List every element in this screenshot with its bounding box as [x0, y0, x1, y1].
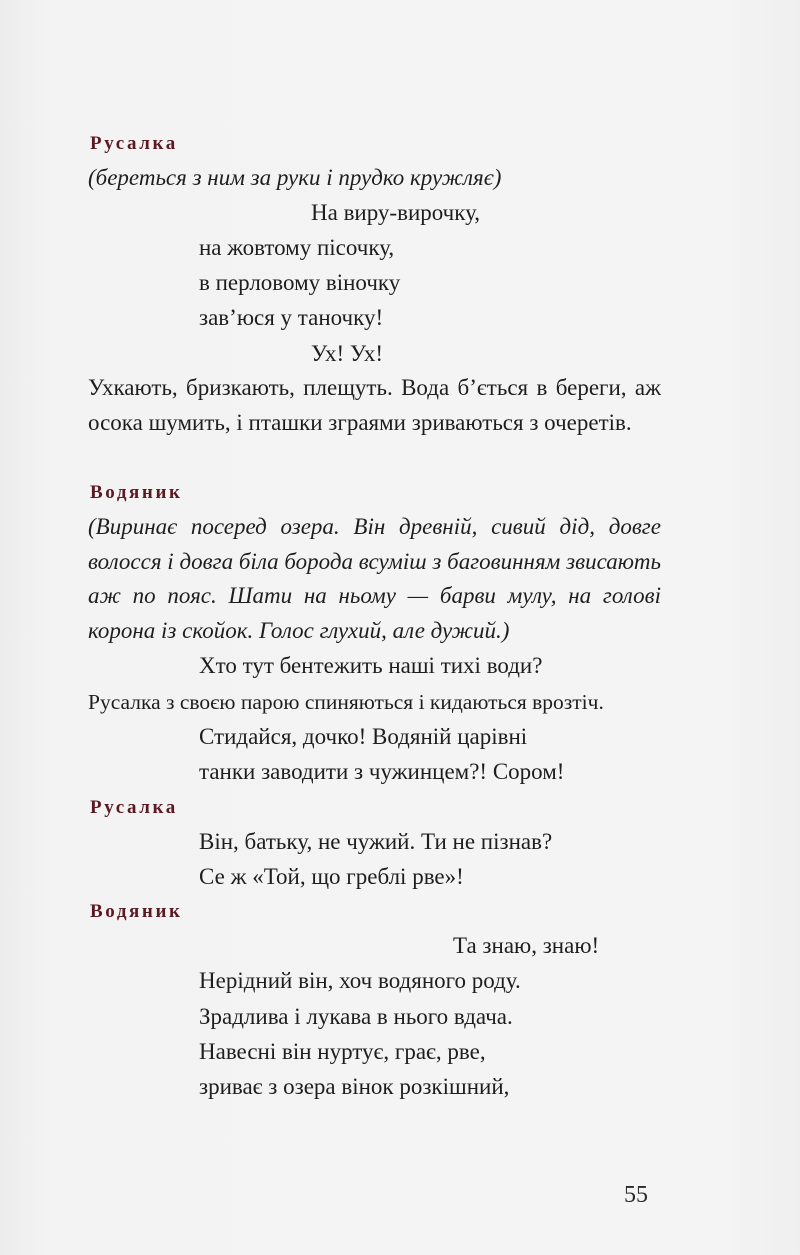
verse-line: Ух! Ух! — [311, 341, 384, 366]
verse-line: Зрадлива і лукава в нього вдача. — [199, 1004, 513, 1029]
verse-line: Хто тут бентежить наші тихі води? — [199, 653, 543, 678]
verse-line: Нерідний він, хоч водяного роду. — [199, 968, 521, 993]
speaker-vodyanyk: Водяник — [90, 482, 183, 503]
stage-direction: (береться з ним за руки і прудко кружляє) — [88, 165, 502, 190]
verse-line: зав’юся у таночку! — [199, 305, 384, 330]
narration-line: Русалка з своєю парою спиняються і кидаються врозтіч. — [88, 690, 604, 714]
verse-line: зриває з озера вінок розкішний, — [199, 1074, 510, 1099]
speaker-rusalka: Русалка — [90, 133, 178, 154]
speaker-vodyanyk: Водяник — [90, 901, 183, 922]
verse-line: танки заводити з чужинцем?! Сором! — [199, 759, 565, 784]
stage-direction: (Виринає посеред озера. Він древній, сивий дід, довге волосся і довга біла борода всуміш з баговинням звисають аж по пояс. Шати на ньому — барви мулу, на голові корона із скойок. Голос глухий, але дужий.) — [88, 514, 661, 643]
verse-line: в перловому віночку — [199, 270, 401, 295]
verse-line: на жовтому пісочку, — [199, 235, 395, 260]
narration-paragraph: Ухкають, бризкають, плещуть. Вода б’ється в береги, аж осока шумить, і пташки зграями зриваються з очеретів. — [88, 375, 661, 435]
verse-line: Стидайся, дочко! Водяній царівні — [199, 724, 528, 749]
verse-line: На виру-вирочку, — [311, 200, 481, 225]
verse-line: Він, батьку, не чужий. Ти не пізнав? — [199, 829, 553, 854]
verse-line: Та знаю, знаю! — [453, 933, 600, 958]
verse-line: Навесні він нуртує, грає, рве, — [199, 1039, 486, 1064]
verse-line: Се ж «Той, що греблі рве»! — [199, 864, 464, 889]
speaker-rusalka: Русалка — [90, 797, 178, 818]
page-number: 55 — [624, 1182, 648, 1208]
